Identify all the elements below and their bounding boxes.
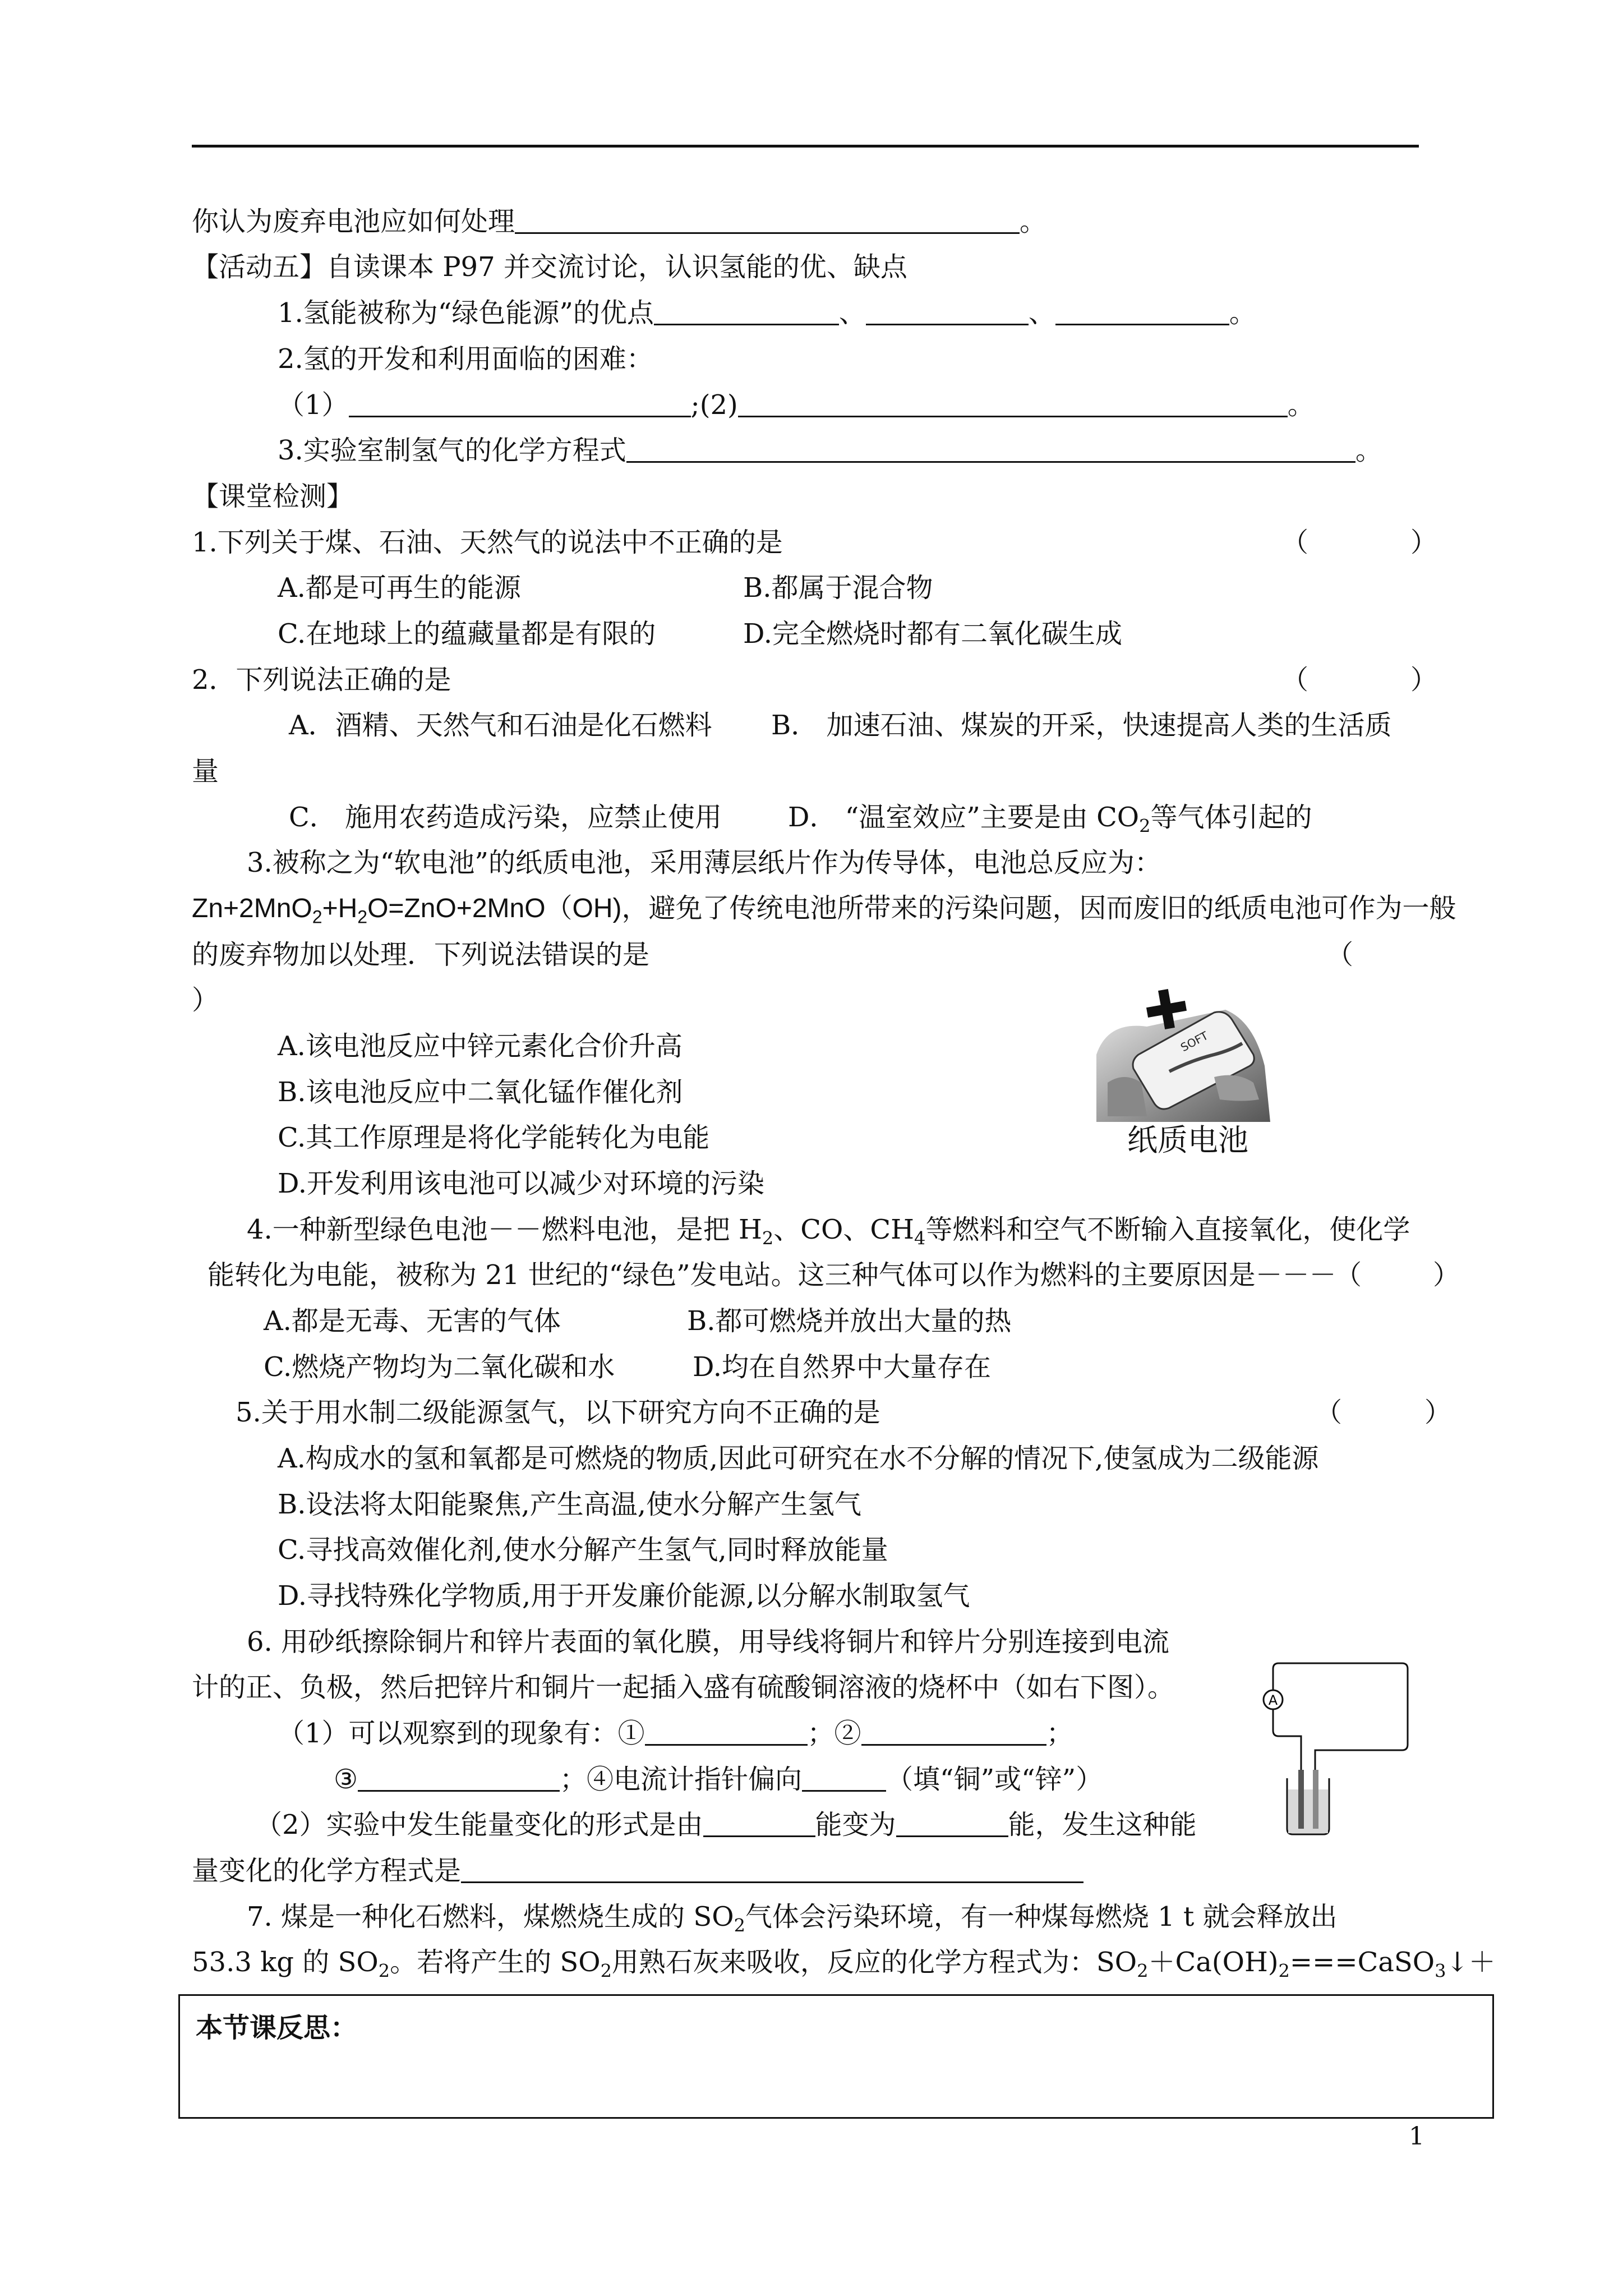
q2-answer-bracket-close: ）: [1410, 664, 1438, 696]
header-rule: [192, 145, 1419, 148]
q1-option-a: A.都是可再生的能源: [278, 572, 521, 604]
q4-answer-bracket-close: ）: [1433, 1259, 1460, 1291]
q7-stem-2: 53.3 kg 的 $SO_2$。若将产生的 $SO_2$用熟石灰来吸收，反应的化学方程式为：$SO_2+Ca(OH)_2===CaSO_3↓+$: [192, 1947, 1496, 1982]
q3-option-c: C.其工作原理是将化学能转化为电能: [278, 1122, 710, 1153]
q3-option-a: A.该电池反应中锌元素化合价升高: [278, 1030, 683, 1062]
answer-blank[interactable]: [358, 1765, 560, 1792]
q6-part1: （1）可以观察到的现象有：① ；② ；: [278, 1718, 1073, 1749]
photo-label: SOFT: [1178, 1028, 1211, 1055]
q2-option-b: B． 加速石油、煤炭的开采，快速提高人类的生活质: [771, 710, 1392, 741]
q6-part2-cont: 量变化的化学方程式是: [192, 1854, 1083, 1888]
paper-battery-caption: 纸质电池: [1127, 1122, 1248, 1158]
q6-part1-cont: ③ ；④电流计指针偏向 （填“铜”或“锌”）: [334, 1764, 1103, 1795]
q3-stem-1: 3.被称之为“软电池”的纸质电池，采用薄层纸片作为传导体，电池总反应为：: [247, 847, 1161, 878]
activity5-q2-parts: （1） ;(2) 。: [278, 389, 1315, 421]
q3-answer-bracket-close: ）: [192, 984, 219, 1016]
q4-answer-bracket-open[interactable]: （: [1335, 1259, 1362, 1291]
q2-option-c: C． 施用农药造成污染，应禁止使用: [289, 802, 722, 833]
q1-option-b: B.都属于混合物: [743, 572, 933, 604]
q3-option-b: B.该电池反应中二氧化锰作催化剂: [278, 1076, 683, 1108]
q1-option-c: C.在地球上的蕴藏量都是有限的: [278, 618, 656, 650]
answer-blank[interactable]: [866, 299, 1029, 325]
q6-stem-1: 6. 用砂纸擦除铜片和锌片表面的氧化膜，用导线将铜片和锌片分别连接到电流: [247, 1626, 1170, 1658]
q3-answer-bracket-open[interactable]: （: [1326, 939, 1354, 970]
answer-blank[interactable]: [349, 391, 691, 417]
activity5-q2: 2.氢的开发和利用面临的困难：: [278, 343, 653, 375]
check-title: 【课堂检测】: [192, 481, 354, 512]
q4-option-d: D.均在自然界中大量存在: [693, 1351, 992, 1383]
q4-option-a: A.都是无毒、无害的气体: [264, 1305, 561, 1337]
q4-stem-1: 4.一种新型绿色电池－－燃料电池，是把 $H_2$、CO、$CH_4$等燃料和空气不断输入直接氧化，使化学: [247, 1214, 1410, 1249]
ammeter-label: A: [1268, 1692, 1278, 1708]
q3-option-d: D.开发利用该电池可以减少对环境的污染: [278, 1168, 765, 1199]
q3-stem-3: 的废弃物加以处理．下列说法错误的是: [192, 939, 650, 970]
q5-option-d: D.寻找特殊化学物质,用于开发廉价能源,以分解水制取氢气: [278, 1580, 970, 1612]
answer-blank[interactable]: [515, 208, 1020, 234]
reflection-title: 本节课反思：: [196, 2012, 358, 2044]
q1-answer-bracket-open[interactable]: （: [1281, 527, 1309, 558]
q2-stem: 2．下列说法正确的是: [192, 664, 451, 696]
activity5-title: 【活动五】自读课本 P97 并交流讨论，认识氢能的优、缺点: [192, 251, 907, 283]
answer-blank[interactable]: [654, 299, 839, 325]
q4-option-c: C.燃烧产物均为二氧化碳和水: [264, 1351, 615, 1383]
disposal-question: 你认为废弃电池应如何处理 。: [192, 206, 1047, 237]
answer-blank[interactable]: [703, 1811, 815, 1837]
answer-blank[interactable]: [802, 1765, 886, 1792]
answer-blank[interactable]: [645, 1719, 808, 1746]
answer-blank[interactable]: [738, 391, 1288, 417]
q5-stem: 5.关于用水制二级能源氢气，以下研究方向不正确的是: [236, 1397, 880, 1428]
q7-stem-1: 7. 煤是一种化石燃料，煤燃烧生成的 $SO_2$气体会污染环境，有一种煤每燃烧 1 t 就会释放出: [247, 1901, 1338, 1936]
answer-blank[interactable]: [626, 436, 1355, 463]
reflection-box[interactable]: [178, 1994, 1494, 2119]
q5-option-c: C.寻找高效催化剂,使水分解产生氢气,同时释放能量: [278, 1534, 888, 1566]
q1-stem: 1.下列关于煤、石油、天然气的说法中不正确的是: [192, 527, 783, 558]
q2-answer-bracket-open[interactable]: （: [1281, 664, 1309, 696]
paper-battery-photo: [1085, 987, 1270, 1122]
q5-option-b: B.设法将太阳能聚焦,产生高温,使水分解产生氢气: [278, 1489, 862, 1520]
q2-option-a: A．酒精、天然气和石油是化石燃料: [289, 710, 712, 741]
activity5-q3: 3.实验室制氢气的化学方程式 。: [278, 435, 1382, 466]
q2-option-b-cont: 量: [192, 756, 219, 787]
answer-blank[interactable]: [861, 1719, 1046, 1746]
answer-blank[interactable]: [461, 1857, 1083, 1883]
q6-stem-2: 计的正、负极，然后把锌片和铜片一起插入盛有硫酸铜溶液的烧杯中（如右下图）。: [192, 1672, 1175, 1703]
q1-answer-bracket-close: ）: [1410, 527, 1438, 558]
q4-stem-2: 能转化为电能，被称为 21 世纪的“绿色”发电站。这三种气体可以作为燃料的主要原因是－－－: [208, 1259, 1336, 1291]
page-number: 1: [1409, 2122, 1424, 2151]
q1-option-d: D.完全燃烧时都有二氧化碳生成: [743, 618, 1123, 650]
q2-option-d: D． “温室效应”主要是由 $CO_2$等气体引起的: [788, 802, 1312, 837]
q4-option-b: B.都可燃烧并放出大量的热: [687, 1305, 1012, 1337]
answer-blank[interactable]: [1055, 299, 1229, 325]
q5-answer-bracket-open[interactable]: （: [1315, 1397, 1343, 1428]
q3-equation: $Zn+2MnO_2+H_2O=ZnO+2MnO(OH)$，避免了传统电池所带来的污染问题，因而废旧的纸质电池可作为一般: [192, 894, 1456, 927]
galvanic-cell-diagram: [1248, 1658, 1410, 1837]
q6-part2: （2）实验中发生能量变化的形式是由 能变为 能，发生这种能: [255, 1809, 1197, 1841]
answer-blank[interactable]: [896, 1811, 1008, 1837]
activity5-q1: 1.氢能被称为“绿色能源”的优点 、 、 。: [278, 297, 1256, 329]
q5-option-a: A.构成水的氢和氧都是可燃烧的物质,因此可研究在水不分解的情况下,使氢成为二级能源: [278, 1443, 1319, 1474]
q5-answer-bracket-close: ）: [1424, 1397, 1452, 1428]
